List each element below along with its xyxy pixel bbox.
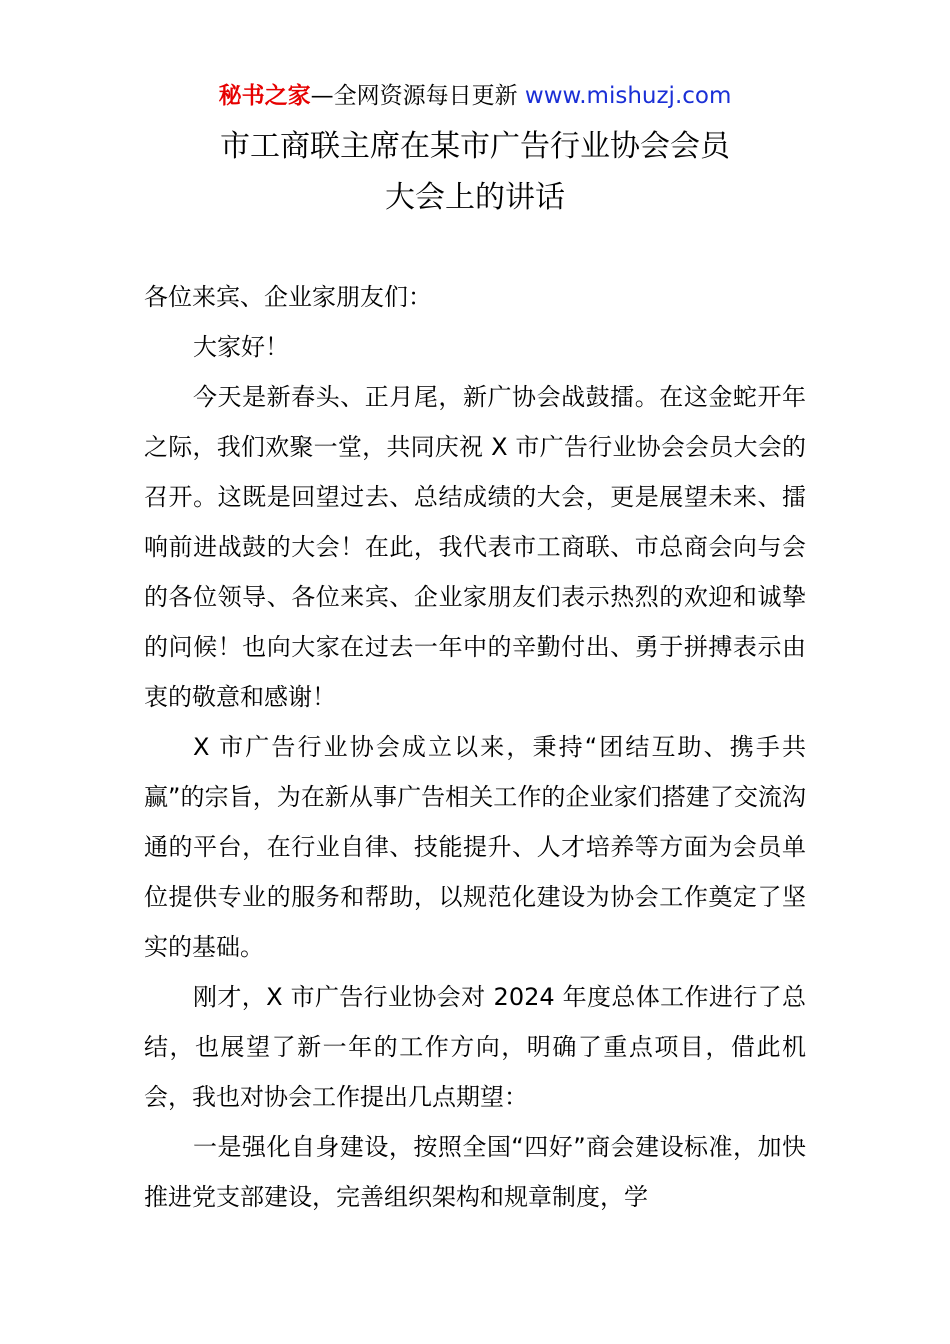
- document-title-line-1: 市工商联主席在某市广告行业协会会员: [220, 129, 730, 164]
- document-body: [144, 272, 806, 1222]
- site-header: [0, 80, 950, 112]
- site-url-link[interactable]: www.mishuzj.com: [524, 83, 732, 109]
- site-tagline: —全网资源每日更新: [310, 83, 525, 109]
- paragraph-greeting: 大家好！: [193, 333, 289, 361]
- document-title-line-2: 大会上的讲话: [385, 180, 565, 215]
- paragraph-expectations-intro: 刚才，X 市广告行业协会对 2024 年度总体工作进行了总结，也展望了新一年的工作方向，明确了重点项目，借此机会，我也对协会工作提出几点期望：: [144, 983, 806, 1111]
- site-brand: 秘书之家: [218, 83, 311, 109]
- paragraph-opening: 今天是新春头、正月尾，新广协会战鼓擂。在这金蛇开年之际，我们欢聚一堂，共同庆祝 X 市广告行业协会会员大会的召开。这既是回望过去、总结成绩的大会，更是展望未来、擂响前进战鼓的大会！在此，我代表市工商联、市总商会向与会的各位领导、各位来宾、企业家朋友们表示热烈的欢迎和诚挚的问候！也向大家在过去一年中的辛勤付出、勇于拼搏表示由衷的敬意和感谢！: [144, 383, 806, 711]
- salutation: 各位来宾、企业家朋友们：: [144, 283, 432, 311]
- paragraph-association-history: X 市广告行业协会成立以来，秉持“团结互助、携手共赢”的宗旨，为在新从事广告相关工作的企业家们搭建了交流沟通的平台，在行业自律、技能提升、人才培养等方面为会员单位提供专业的服务和帮助，以规范化建设为协会工作奠定了坚实的基础。: [144, 733, 806, 961]
- paragraph-expectation-one: 一是强化自身建设，按照全国“四好”商会建设标准，加快推进党支部建设，完善组织架构和规章制度，学: [144, 1133, 806, 1211]
